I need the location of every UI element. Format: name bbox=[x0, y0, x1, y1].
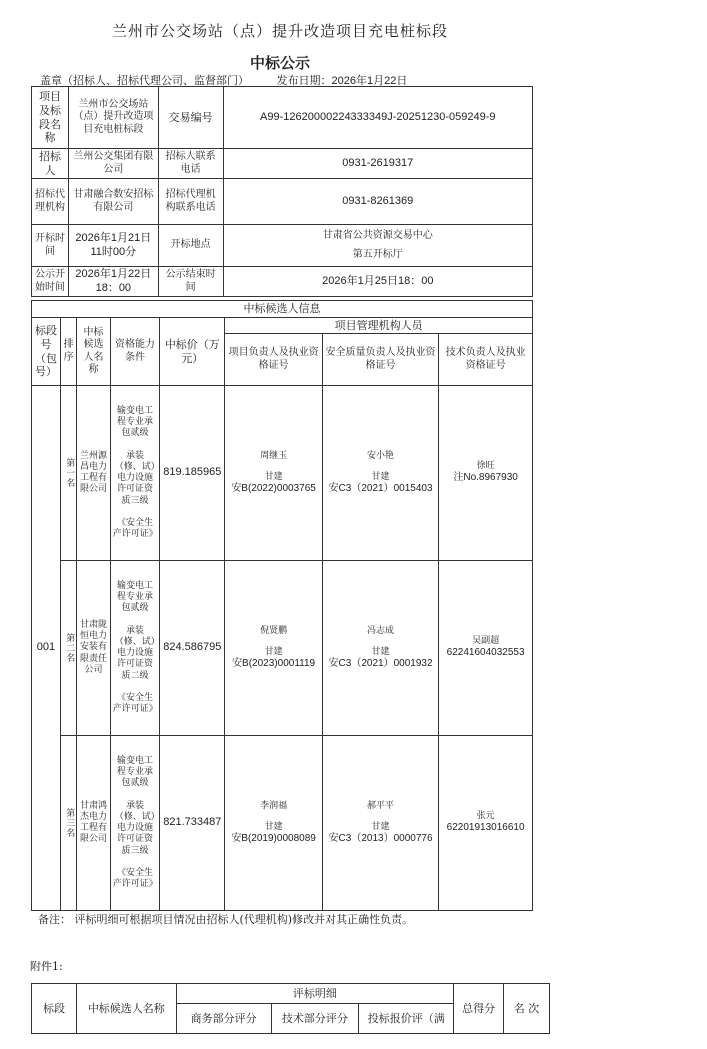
safety-cell bbox=[322, 736, 438, 911]
rank-cell: 第三名 bbox=[60, 736, 76, 911]
pub-end-label: 公示结束时间 bbox=[158, 267, 223, 297]
col-rank: 排序 bbox=[60, 318, 76, 386]
attachment-table bbox=[31, 983, 550, 1034]
document-title: 兰州市公交场站（点）提升改造项目充电桩标段 bbox=[111, 22, 448, 40]
candidates-section-title: 中标候选人信息 bbox=[32, 301, 533, 318]
col-staff: 项目管理机构人员 bbox=[225, 318, 533, 334]
pm-cert-b: 安B(2019)0008089 bbox=[231, 833, 316, 844]
candidates-table bbox=[31, 300, 533, 911]
project-label: 项目及标段名称 bbox=[32, 87, 69, 149]
note-text: 评标明细可根据项目情况由招标人(代理机构)修改并对其正确性负责。 bbox=[74, 913, 414, 926]
att-col-price: 投标报价评（满 bbox=[359, 1004, 454, 1034]
att-col-rank: 名 次 bbox=[504, 984, 550, 1034]
agency-label: 招标代理机构 bbox=[32, 179, 69, 225]
open-place-value bbox=[223, 225, 532, 267]
qualification: 输变电工程专业承包贰级 承装（修、试）电力设施许可证资质二级 《安全生产许可证》 bbox=[110, 561, 160, 736]
agency-phone-value: 0931-8261369 bbox=[223, 179, 532, 225]
pm-cert-a: 甘建 bbox=[264, 471, 283, 482]
candidate-name: 甘肃陇恒电力安装有限责任公司 bbox=[77, 561, 111, 736]
qualification: 输变电工程专业承包贰级 承装（修、试）电力设施许可证资质三级 《安全生产许可证》 bbox=[110, 736, 160, 911]
pub-end-value: 2026年1月25日18：00 bbox=[223, 267, 532, 297]
tech-cert: 62241604032553 bbox=[446, 647, 525, 659]
col-safety: 安全质量负责人及执业资格证号 bbox=[322, 334, 438, 386]
candidate-name: 兰州源昌电力工程有限公司 bbox=[77, 386, 111, 561]
col-pm: 项目负责人及执业资格证号 bbox=[225, 334, 323, 386]
tenderee-value: 兰州公交集团有限公司 bbox=[68, 149, 158, 179]
tech-cert: 62201913016610 bbox=[446, 822, 525, 834]
att-col-detail: 评标明细 bbox=[176, 984, 453, 1004]
pub-start-value: 2026年1月22日18：00 bbox=[68, 267, 158, 297]
note-label: 备注： bbox=[38, 913, 71, 926]
seal-label: 盖章（招标人、招标代理公司、监督部门） bbox=[40, 74, 249, 87]
col-price: 中标价（万元） bbox=[160, 318, 225, 386]
bid-price: 824.586795 bbox=[160, 561, 225, 736]
tech-name: 徐旺 bbox=[476, 461, 495, 472]
project-value: 兰州市公交场站（点）提升改造项目充电桩标段 bbox=[68, 87, 158, 149]
safety-cert-a: 甘建 bbox=[371, 821, 390, 832]
qualification: 输变电工程专业承包贰级 承装（修、试）电力设施许可证资质三级 《安全生产许可证》 bbox=[110, 386, 160, 561]
tech-name: 吴副超 bbox=[472, 636, 500, 647]
att-col-technical: 技术部分评分 bbox=[271, 1004, 359, 1034]
pm-name: 李润福 bbox=[260, 800, 288, 811]
table-row bbox=[32, 386, 533, 561]
trade-no-value: A99-12620000224333349J-20251230-059249-9 bbox=[223, 87, 532, 149]
pm-cell bbox=[225, 736, 323, 911]
pm-cell bbox=[225, 386, 323, 561]
publish-date: 发布日期：2026年1月22日 bbox=[276, 75, 408, 87]
attachment-label: 附件1: bbox=[30, 960, 63, 973]
rank-cell: 第一名 bbox=[60, 386, 76, 561]
tech-cert: 注No.8967930 bbox=[453, 472, 518, 484]
safety-cert-a: 甘建 bbox=[371, 471, 390, 482]
open-time-value: 2026年1月21日11时00分 bbox=[68, 225, 158, 267]
agency-value: 甘肃融合数安招标有限公司 bbox=[68, 179, 158, 225]
col-lot: 标段号（包号） bbox=[32, 318, 61, 386]
tenderee-phone-value: 0931-2619317 bbox=[223, 149, 532, 179]
document-subtitle: 中标公示 bbox=[249, 54, 310, 72]
col-tech: 技术负责人及执业资格证号 bbox=[439, 334, 533, 386]
pm-cert-a: 甘建 bbox=[264, 646, 283, 657]
tenderee-label: 招标人 bbox=[32, 149, 69, 179]
table-row bbox=[32, 736, 533, 911]
candidate-name: 甘肃鸿杰电力工程有限公司 bbox=[77, 736, 111, 911]
att-col-business: 商务部分评分 bbox=[176, 1004, 271, 1034]
rank-cell: 第二名 bbox=[60, 561, 76, 736]
att-col-name: 中标候选人名称 bbox=[76, 984, 176, 1034]
table-row bbox=[32, 561, 533, 736]
tech-name: 张元 bbox=[476, 811, 495, 822]
tech-cell bbox=[439, 561, 533, 736]
bid-price: 821.733487 bbox=[160, 736, 225, 911]
safety-name: 冯志成 bbox=[367, 625, 395, 636]
safety-name: 安小艳 bbox=[367, 450, 395, 461]
tenderee-phone-label: 招标人联系电话 bbox=[158, 149, 223, 179]
pm-cert-a: 甘建 bbox=[264, 821, 283, 832]
pub-start-label: 公示开始时间 bbox=[32, 267, 69, 297]
pm-cell bbox=[225, 561, 323, 736]
safety-cert-b: 安C3（2021）0001932 bbox=[328, 658, 433, 669]
att-col-lot: 标段 bbox=[32, 984, 77, 1034]
safety-name: 郝平平 bbox=[367, 800, 395, 811]
col-name: 中标候选人名称 bbox=[77, 318, 111, 386]
bid-price: 819.185965 bbox=[160, 386, 225, 561]
safety-cert-b: 安C3（2013）0000776 bbox=[328, 833, 433, 844]
info-table bbox=[31, 86, 533, 297]
trade-no-label: 交易编号 bbox=[158, 87, 223, 149]
safety-cell bbox=[322, 561, 438, 736]
pm-name: 倪贤鹏 bbox=[260, 625, 288, 636]
open-place-line1: 甘肃省公共资源交易中心 bbox=[322, 230, 433, 241]
open-time-label: 开标时间 bbox=[32, 225, 69, 267]
open-place-line2: 第五开标厅 bbox=[352, 248, 403, 260]
open-place-label: 开标地点 bbox=[158, 225, 223, 267]
att-col-total: 总得分 bbox=[454, 984, 504, 1034]
safety-cell bbox=[322, 386, 438, 561]
safety-cert-b: 安C3（2021）0015403 bbox=[328, 483, 433, 494]
tech-cell bbox=[439, 386, 533, 561]
agency-phone-label: 招标代理机构联系电话 bbox=[158, 179, 223, 225]
col-qual: 资格能力条件 bbox=[110, 318, 160, 386]
tech-cell bbox=[439, 736, 533, 911]
pm-cert-b: 安B(2023)0001119 bbox=[232, 658, 316, 669]
pm-name: 周继玉 bbox=[260, 450, 288, 461]
safety-cert-a: 甘建 bbox=[371, 646, 390, 657]
lot-number: 001 bbox=[32, 386, 61, 911]
note bbox=[38, 913, 538, 927]
pm-cert-b: 安B(2022)0003765 bbox=[231, 483, 316, 494]
